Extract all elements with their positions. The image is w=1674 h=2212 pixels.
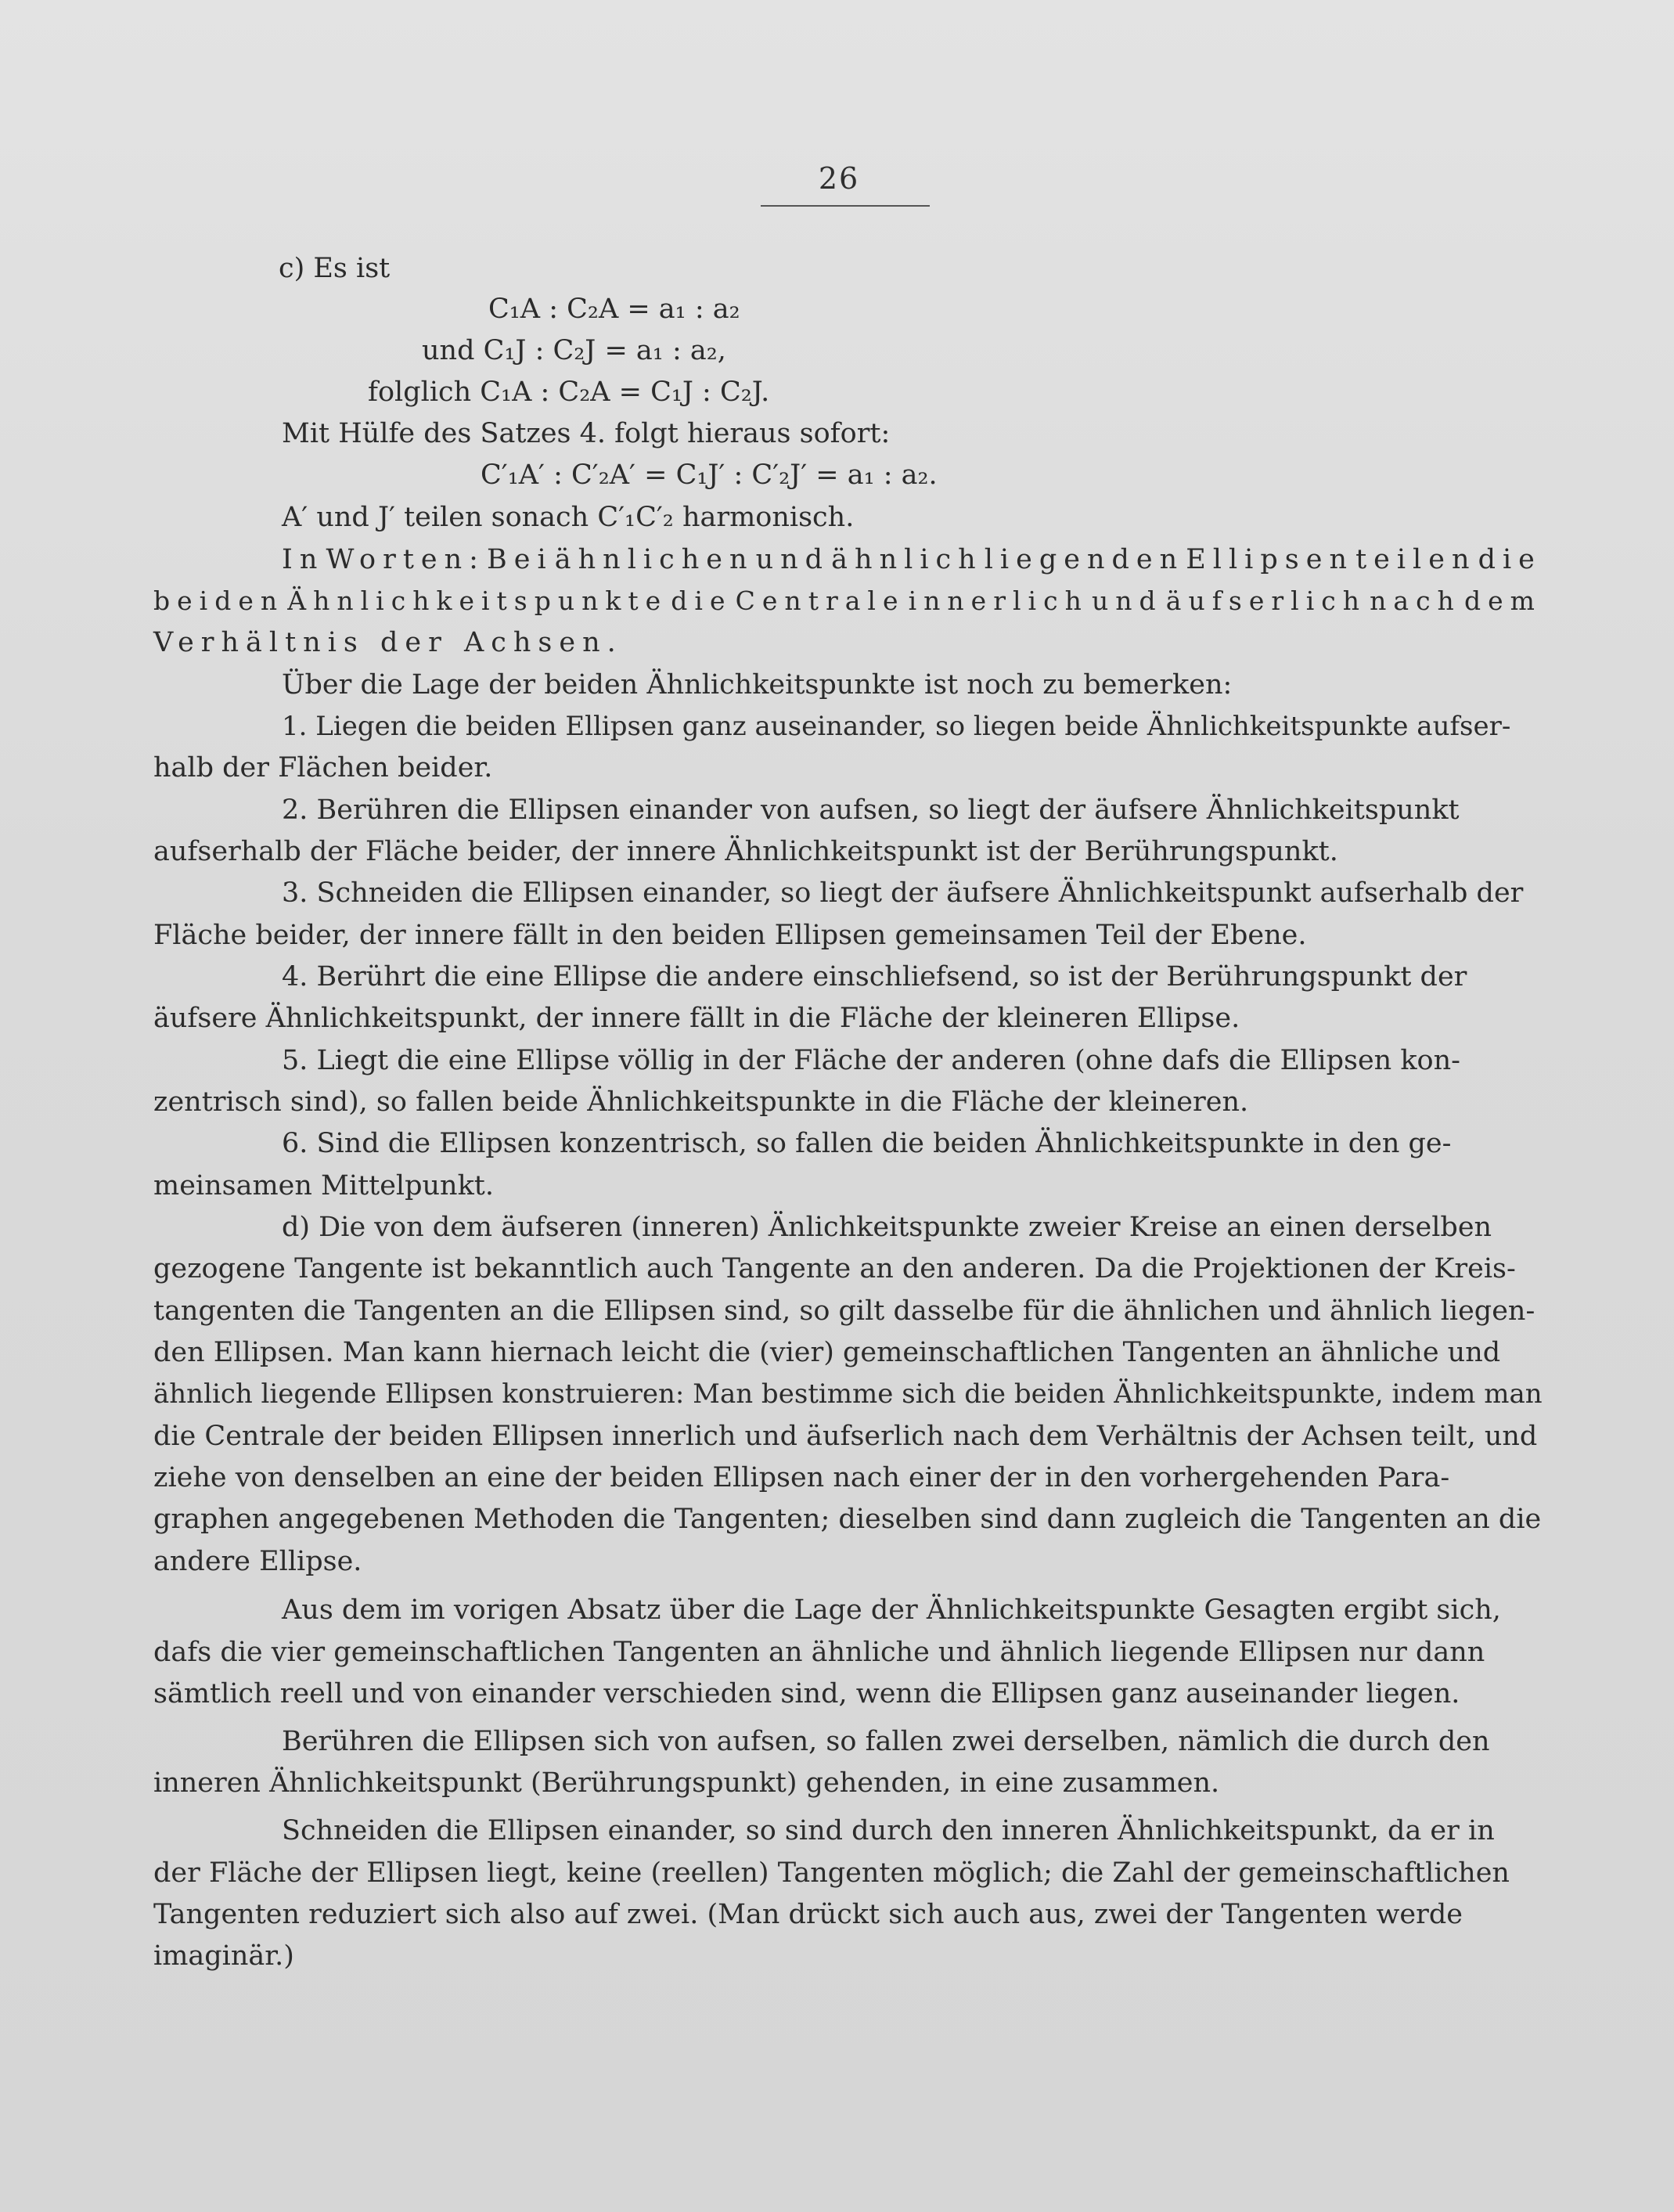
- text-line: graphen angegebenen Methoden die Tangenten; dieselben sind dann zugleich die Tangenten an die: [153, 1504, 1542, 1535]
- text-line: c) Es ist: [279, 253, 391, 284]
- text-line: Aus dem im vorigen Absatz über die Lage der Ähnlichkeitspunkte Gesagten ergibt sich,: [282, 1594, 1501, 1626]
- list-item: 1. Liegen die beiden Ellipsen ganz auseinander, so liegen beide Ähnlichkeitspunkte aufser-: [282, 711, 1511, 742]
- emphasis-line: In Worten: Bei ähnlichen und ähnlich liegenden Ellipsen teilen die: [282, 544, 1542, 575]
- text-line: gezogene Tangente ist bekanntlich auch Tangente an den anderen. Da die Projektionen der Kreis-: [153, 1253, 1516, 1284]
- list-item: 5. Liegt die eine Ellipse völlig in der Fläche der anderen (ohne dafs die Ellipsen kon-: [282, 1045, 1460, 1076]
- text-line: d) Die von dem äufseren (inneren) Änlichkeitspunkte zweier Kreise an einen derselben: [282, 1212, 1492, 1243]
- text-line: andere Ellipse.: [153, 1546, 362, 1577]
- text-line: die Centrale der beiden Ellipsen innerlich und äufserlich nach dem Verhältnis der Achsen teilt, und: [153, 1421, 1538, 1452]
- text-line: Mit Hülfe des Satzes 4. folgt hieraus sofort:: [282, 418, 891, 449]
- formula-line: C₁A : C₂A = a₁ : a₂: [488, 294, 740, 325]
- text-line: halb der Flächen beider.: [153, 752, 493, 784]
- text-line: A′ und J′ teilen sonach C′₁C′₂ harmonisch.: [282, 502, 855, 533]
- emphasis-line: beiden Ähnlichkeitspunkte die Centrale innerlich und äufserlich nach dem: [153, 585, 1542, 616]
- text-line: dafs die vier gemeinschaftlichen Tangenten an ähnliche und ähnlich liegende Ellipsen nur dann: [153, 1637, 1485, 1668]
- text-line: aufserhalb der Fläche beider, der innere Ähnlichkeitspunkt ist der Berührungspunkt.: [153, 836, 1338, 867]
- text-line: zentrisch sind), so fallen beide Ähnlichkeitspunkte in die Fläche der kleineren.: [153, 1086, 1249, 1118]
- text-line: inneren Ähnlichkeitspunkt (Berührungspunkt) gehenden, in eine zusammen.: [153, 1767, 1220, 1799]
- text-line: Berühren die Ellipsen sich von aufsen, so fallen zwei derselben, nämlich die durch den: [282, 1726, 1490, 1757]
- list-item: 4. Berührt die eine Ellipse die andere einschliefsend, so ist der Berührungspunkt der: [282, 961, 1467, 993]
- text-line: Fläche beider, der innere fällt in den beiden Ellipsen gemeinsamen Teil der Ebene.: [153, 920, 1307, 951]
- formula-line: folglich C₁A : C₂A = C₁J : C₂J.: [368, 376, 770, 408]
- page-number: 26: [818, 161, 860, 196]
- list-item: 6. Sind die Ellipsen konzentrisch, so fallen die beiden Ähnlichkeitspunkte in den ge-: [282, 1128, 1452, 1159]
- text-line: meinsamen Mittelpunkt.: [153, 1170, 494, 1201]
- text-line: der Fläche der Ellipsen liegt, keine (reellen) Tangenten möglich; die Zahl der gemeinschaftlichen: [153, 1857, 1510, 1889]
- text-line: den Ellipsen. Man kann hiernach leicht die (vier) gemeinschaftlichen Tangenten an ähnliche und: [153, 1337, 1501, 1368]
- page-number-rule: [761, 205, 930, 207]
- text-line: Schneiden die Ellipsen einander, so sind durch den inneren Ähnlichkeitspunkt, da er in: [282, 1815, 1495, 1846]
- list-item: 2. Berühren die Ellipsen einander von aufsen, so liegt der äufsere Ähnlichkeitspunkt: [282, 794, 1460, 826]
- text-line: Über die Lage der beiden Ähnlichkeitspunkte ist noch zu bemerken:: [282, 669, 1233, 701]
- text-line: tangenten die Tangenten an die Ellipsen sind, so gilt dasselbe für die ähnlichen und ähnlich liegen-: [153, 1295, 1535, 1327]
- text-line: äufsere Ähnlichkeitspunkt, der innere fällt in die Fläche der kleineren Ellipse.: [153, 1003, 1240, 1034]
- formula-line: und C₁J : C₂J = a₁ : a₂,: [422, 335, 726, 366]
- text-line: imaginär.): [153, 1940, 294, 1972]
- text-line: ziehe von denselben an eine der beiden Ellipsen nach einer der in den vorhergehenden Para-: [153, 1462, 1450, 1493]
- formula-line: C′₁A′ : C′₂A′ = C₁J′ : C′₂J′ = a₁ : a₂.: [481, 459, 938, 491]
- emphasis-line: Verhältnis der Achsen.: [153, 627, 623, 658]
- text-line: Tangenten reduziert sich also auf zwei. (Man drückt sich auch aus, zwei der Tangenten werde: [153, 1899, 1463, 1930]
- list-item: 3. Schneiden die Ellipsen einander, so liegt der äufsere Ähnlichkeitspunkt aufserhalb der: [282, 877, 1524, 909]
- text-line: sämtlich reell und von einander verschieden sind, wenn die Ellipsen ganz auseinander liegen.: [153, 1678, 1460, 1709]
- text-line: ähnlich liegende Ellipsen konstruieren: Man bestimme sich die beiden Ähnlichkeitspunkte, indem man: [153, 1378, 1543, 1410]
